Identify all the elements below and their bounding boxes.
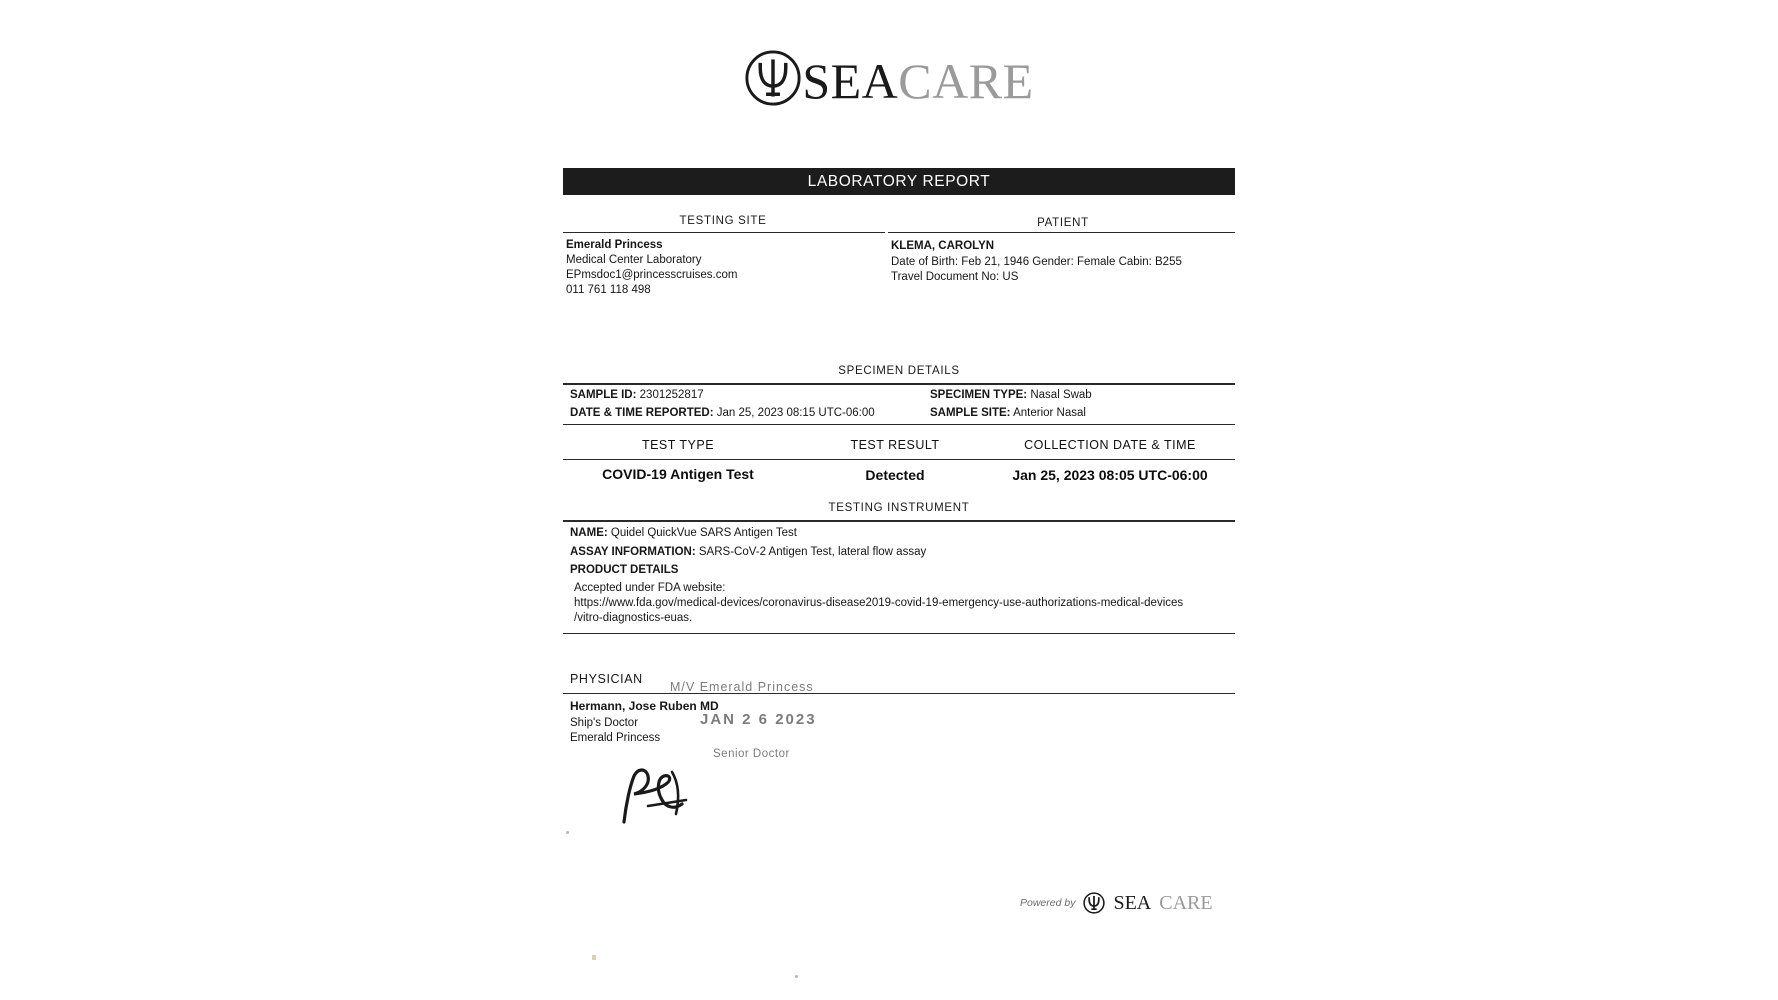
specimen-type-value: Nasal Swab bbox=[1030, 389, 1092, 401]
results-column-test-result: TEST RESULT bbox=[850, 438, 940, 452]
testing-site-phone: 011 761 118 498 bbox=[566, 284, 651, 296]
stamp-ship-name: M/V Emerald Princess bbox=[670, 680, 814, 694]
date-reported-label: DATE & TIME REPORTED: bbox=[570, 407, 714, 419]
specimen-type-row bbox=[930, 388, 1092, 402]
stamp-title: Senior Doctor bbox=[713, 748, 790, 760]
sample-id-value: 2301252817 bbox=[639, 389, 704, 401]
instrument-name-label: NAME: bbox=[570, 527, 608, 539]
patient-heading: PATIENT bbox=[1037, 217, 1089, 229]
patient-details: Date of Birth: Feb 21, 1946 Gender: Female Cabin: B255 bbox=[891, 256, 1182, 268]
report-title-bar bbox=[563, 168, 1235, 195]
patient-divider bbox=[888, 232, 1235, 233]
instrument-assay-value: SARS-CoV-2 Antigen Test, lateral flow assay bbox=[698, 546, 927, 558]
brand-name-primary: SEA bbox=[802, 53, 899, 109]
results-value-test-result: Detected bbox=[865, 467, 925, 483]
specimen-type-label: SPECIMEN TYPE: bbox=[930, 389, 1028, 401]
footer-brand-secondary: CARE bbox=[1159, 891, 1213, 914]
testing-site-email: EPmsdoc1@princesscruises.com bbox=[566, 269, 738, 281]
scan-artifact bbox=[592, 955, 596, 960]
instrument-top-divider bbox=[563, 520, 1235, 522]
instrument-name-value: Quidel QuickVue SARS Antigen Test bbox=[610, 527, 797, 539]
brand-name-secondary: CARE bbox=[898, 53, 1034, 109]
physician-role: Ship's Doctor bbox=[570, 717, 639, 729]
instrument-heading: TESTING INSTRUMENT bbox=[828, 502, 970, 514]
instrument-bottom-divider bbox=[563, 633, 1235, 634]
powered-by-label: Powered by bbox=[1020, 897, 1076, 909]
signature-mark bbox=[612, 760, 722, 830]
specimen-top-divider bbox=[563, 383, 1235, 385]
patient-name: KLEMA, CAROLYN bbox=[891, 240, 995, 252]
sample-id-row bbox=[570, 388, 704, 402]
stamp-date: JAN 2 6 2023 bbox=[700, 711, 817, 728]
sample-site-label: SAMPLE SITE: bbox=[930, 407, 1011, 419]
specimen-bottom-divider bbox=[563, 424, 1235, 425]
testing-site-heading: TESTING SITE bbox=[679, 215, 767, 227]
sample-site-value: Anterior Nasal bbox=[1013, 407, 1086, 419]
results-header-divider bbox=[563, 459, 1235, 460]
product-details-label: PRODUCT DETAILS bbox=[570, 564, 679, 576]
sample-site-row bbox=[930, 406, 1086, 420]
report-title: LABORATORY REPORT bbox=[807, 172, 991, 190]
scan-artifact bbox=[566, 831, 569, 834]
instrument-assay-label: ASSAY INFORMATION: bbox=[570, 546, 696, 558]
testing-site-divider bbox=[563, 232, 885, 233]
product-details-line-1: Accepted under FDA website: bbox=[574, 582, 726, 594]
physician-divider bbox=[563, 693, 1235, 694]
date-reported-row bbox=[570, 406, 875, 420]
footer-brand bbox=[1020, 888, 1320, 918]
date-reported-value: Jan 25, 2023 08:15 UTC-06:00 bbox=[716, 407, 875, 419]
brand-header bbox=[0, 52, 1778, 110]
results-value-test-type: COVID-19 Antigen Test bbox=[602, 466, 754, 482]
results-value-collection-datetime: Jan 25, 2023 08:05 UTC-06:00 bbox=[1012, 467, 1208, 483]
instrument-assay-row bbox=[570, 545, 926, 560]
instrument-name-row bbox=[570, 526, 797, 541]
physician-name: Hermann, Jose Ruben MD bbox=[570, 699, 719, 713]
physician-heading: PHYSICIAN bbox=[570, 672, 643, 686]
trident-circle-logo-icon bbox=[744, 49, 802, 107]
patient-travel-document: Travel Document No: US bbox=[891, 271, 1019, 283]
specimen-heading: SPECIMEN DETAILS bbox=[838, 365, 960, 377]
sample-id-label: SAMPLE ID: bbox=[570, 389, 637, 401]
product-details-line-2: https://www.fda.gov/medical-devices/coronavirus-disease2019-covid-19-emergency-use-authorizations-medical-devices bbox=[574, 597, 1184, 609]
scan-artifact bbox=[795, 975, 798, 978]
results-column-collection-datetime: COLLECTION DATE & TIME bbox=[1024, 438, 1196, 452]
testing-site-lab: Medical Center Laboratory bbox=[566, 254, 702, 266]
results-column-test-type: TEST TYPE bbox=[641, 438, 715, 452]
physician-ship: Emerald Princess bbox=[570, 732, 661, 744]
product-details-line-3: /vitro-diagnostics-euas. bbox=[574, 612, 693, 624]
footer-brand-primary: SEA bbox=[1113, 891, 1152, 914]
testing-site-name: Emerald Princess bbox=[566, 239, 663, 251]
footer-trident-circle-logo-icon bbox=[1083, 892, 1105, 914]
